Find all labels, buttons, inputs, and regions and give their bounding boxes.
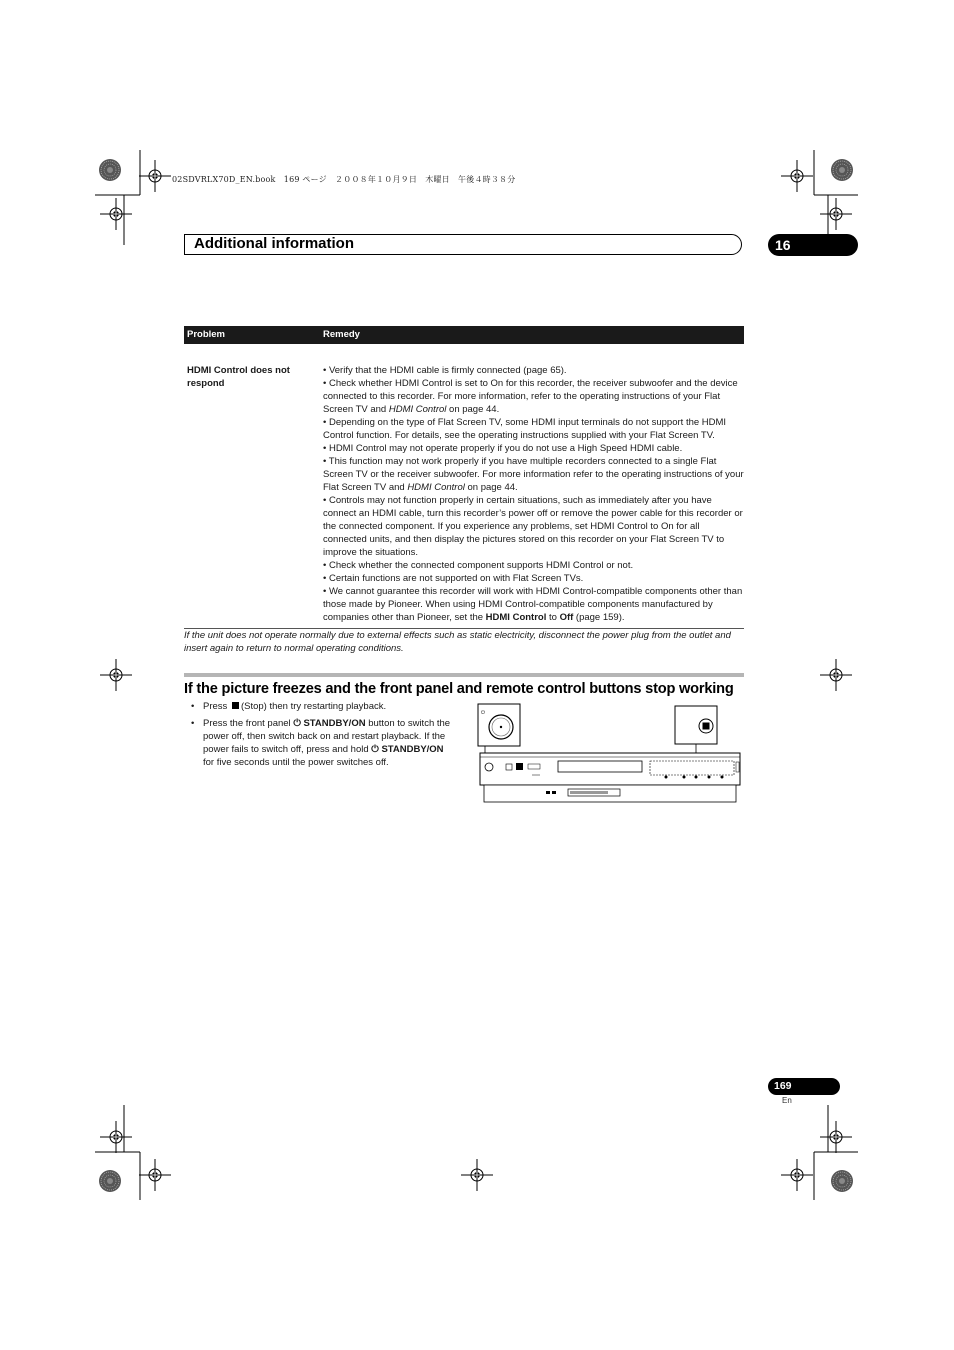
freeze-instructions <box>191 700 456 773</box>
remedy-item: • Depending on the type of Flat Screen TV, some HDMI input terminals do not support the HDMI Control function. For details, see the operating instructions supplied with your Flat Screen TV. <box>323 417 727 441</box>
remedy-item: • This function may not work properly if you have multiple recorders connected to a single Flat Screen TV or the receiver subwoofer. For more information refer to the operating instructions of your Flat Screen TV and HDMI Control on page 44. <box>323 456 744 493</box>
instruction-stop: • Press (Stop) then try restarting playback. <box>191 700 456 713</box>
section-divider <box>184 673 744 677</box>
remedy-item: • Check whether HDMI Control is set to On for this recorder, the receiver subwoofer and the device connected to this recorder. For more information, refer to the operating instructions of your Flat Screen TV and HDMI Control on page 44. <box>323 378 738 415</box>
svg-text:⏻: ⏻ <box>481 710 485 716</box>
static-electricity-note: If the unit does not operate normally due to external effects such as static electricity, disconnect the power plug from the outlet and insert again to return to normal operating conditions. <box>184 630 731 654</box>
power-icon: ⏻ <box>293 718 301 729</box>
troubleshooting-table <box>184 326 744 629</box>
language-code: En <box>782 1096 792 1105</box>
recorder-front-panel-illustration <box>476 702 744 806</box>
remedy-item: • Certain functions are not supported on with Flat Screen TVs. <box>323 573 584 584</box>
remedy-item: • Controls may not function properly in certain situations, such as immediately after you have connect an HDMI cable, turn this recorder’s power off or remove the power cable for this recorder or the connected component. If you experience any problems, set HDMI Control to On for all connected units, and then display the pictures stored on this recorder on your Flat Screen TV to improve the situations. <box>323 495 743 558</box>
chapter-title: Additional information <box>194 235 354 252</box>
remedy-item: • Verify that the HDMI cable is firmly connected (page 65). <box>323 365 567 376</box>
remedy-item: • Check whether the connected component supports HDMI Control or not. <box>323 560 634 571</box>
chapter-number-badge: 16 <box>768 234 858 256</box>
print-header: 02SDVRLX70D_EN.book 169 ページ ２００８年１０月９日 木曜日 午後４時３８分 <box>172 175 516 184</box>
remedy-item: • We cannot guarantee this recorder will work with HDMI Control-compatible components other than those made by Pioneer. When using HDMI Control-compatible components manufactured by companies other than Pioneer, set the HDMI Control to Off (page 159). <box>323 586 743 623</box>
problem-cell: HDMI Control does not respond <box>187 365 290 389</box>
column-header-problem: Problem <box>187 329 226 340</box>
column-header-remedy: Remedy <box>323 329 360 340</box>
remedy-item: • HDMI Control may not operate properly if you do not use a High Speed HDMI cable. <box>323 443 683 454</box>
power-icon: ⏻ <box>371 744 379 755</box>
remedy-cell <box>323 344 744 628</box>
section-heading: If the picture freezes and the front panel and remote control buttons stop working <box>184 681 734 697</box>
table-header-row <box>184 326 744 344</box>
stop-icon <box>232 702 239 709</box>
table-row <box>184 344 744 629</box>
instruction-standby: • Press the front panel ⏻ STANDBY/ON button to switch the power off, then switch back on and restart playback. If the power fails to switch off, press and hold ⏻ STANDBY/ON for five seconds until the power switches off. <box>191 717 456 769</box>
page-number-badge: 169 <box>768 1078 840 1095</box>
